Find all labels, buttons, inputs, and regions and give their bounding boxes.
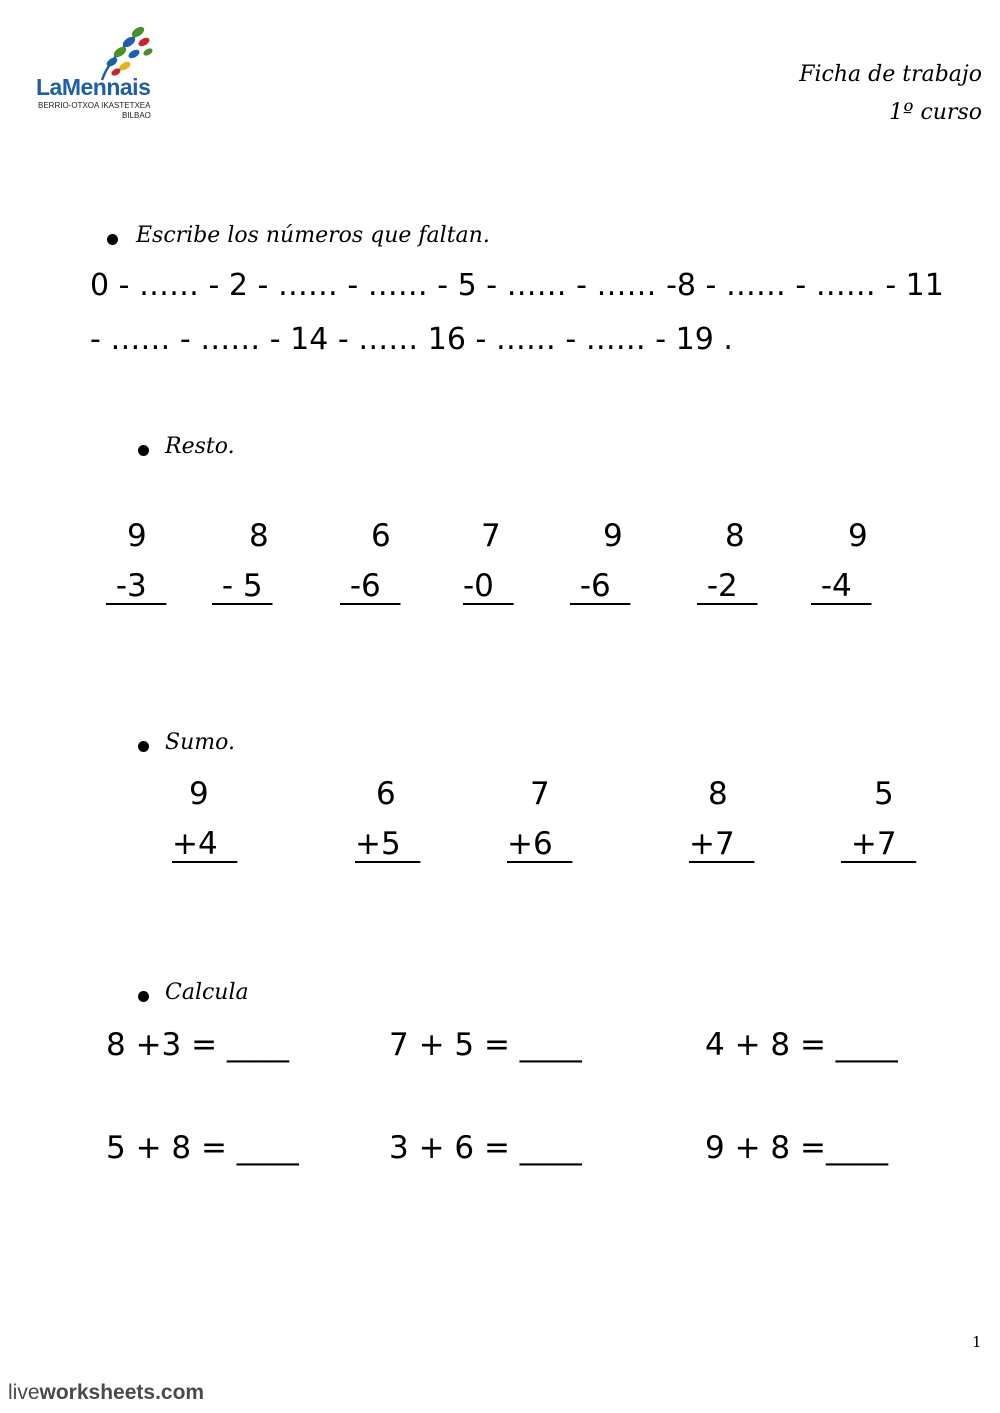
resto-bottom-3: -6 [340, 568, 401, 604]
bullet-3 [138, 741, 149, 752]
sequence-instruction: Escribe los números que faltan. [136, 223, 490, 248]
sequence-line-2: - …… - …… - 14 - …… 16 - …… - …… - 19 . [90, 322, 733, 357]
sumo-top-2: 6 [376, 776, 396, 812]
course-label: 1º curso [889, 100, 982, 125]
sumo-top-4: 8 [708, 776, 728, 812]
resto-bottom-2: - 5 [212, 568, 273, 604]
footer-brand[interactable] [8, 1381, 204, 1405]
resto-bottom-7: -4 [811, 568, 872, 604]
school-logo [30, 22, 170, 122]
resto-bottom-5: -6 [570, 568, 631, 604]
resto-top-6: 8 [725, 518, 745, 554]
resto-top-4: 7 [481, 518, 501, 554]
calcula-2-1: 5 + 8 = ____ [106, 1130, 299, 1166]
calcula-1-3: 4 + 8 = ____ [705, 1027, 898, 1063]
sumo-bottom-2: +5 [355, 826, 421, 862]
resto-bottom-1: -3 [106, 568, 167, 604]
sequence-line-1: 0 - …… - 2 - …… - …… - 5 - …… - …… -8 - …… - …… - 11 [90, 268, 944, 303]
resto-top-7: 9 [848, 518, 868, 554]
resto-bottom-6: -2 [697, 568, 758, 604]
calcula-1-1: 8 +3 = ____ [106, 1027, 289, 1063]
calcula-2-2: 3 + 6 = ____ [389, 1130, 582, 1166]
sumo-top-3: 7 [530, 776, 550, 812]
calcula-1-2: 7 + 5 = ____ [389, 1027, 582, 1063]
page-number: 1 [972, 1333, 982, 1351]
bullet-1 [107, 234, 118, 245]
sumo-top-1: 9 [189, 776, 209, 812]
sumo-bottom-3: +6 [507, 826, 573, 862]
resto-top-1: 9 [127, 518, 147, 554]
footer-brand-light: live [8, 1381, 40, 1404]
sumo-bottom-5: +7 [841, 826, 917, 862]
wheat-icon [30, 22, 170, 82]
resto-title: Resto. [165, 434, 235, 459]
resto-top-2: 8 [249, 518, 269, 554]
resto-bottom-4: -0 [463, 568, 514, 604]
sumo-title: Sumo. [165, 730, 235, 755]
footer-brand-bold: worksheets.com [39, 1381, 205, 1404]
worksheet-title: Ficha de trabajo [799, 62, 982, 87]
logo-city: BILBAO [122, 111, 151, 120]
logo-subtitle: BERRIO-OTXOA IKASTETXEA [38, 101, 151, 110]
calcula-title: Calcula [165, 980, 249, 1005]
logo-name: LaMennais [36, 74, 151, 100]
resto-top-5: 9 [603, 518, 623, 554]
sumo-bottom-1: +4 [172, 826, 238, 862]
bullet-4 [138, 991, 149, 1002]
sumo-bottom-4: +7 [689, 826, 755, 862]
calcula-2-3: 9 + 8 =____ [705, 1130, 888, 1166]
bullet-2 [138, 445, 149, 456]
resto-top-3: 6 [371, 518, 391, 554]
sumo-top-5: 5 [874, 776, 894, 812]
